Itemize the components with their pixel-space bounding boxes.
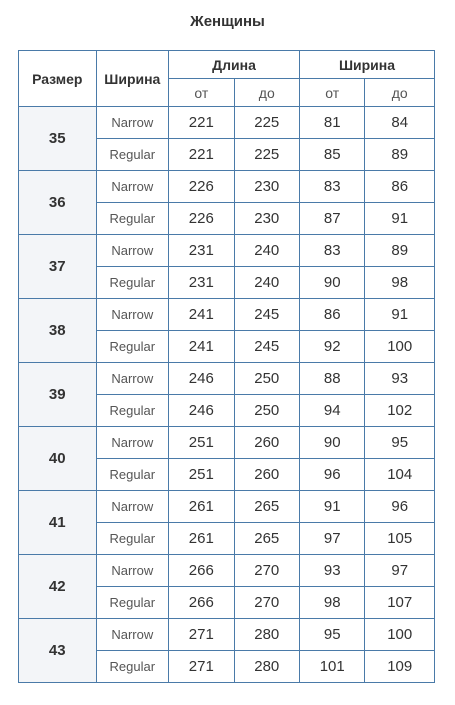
width-type-cell: Regular <box>96 139 169 171</box>
width-from-cell: 90 <box>300 267 365 299</box>
length-from-cell: 241 <box>169 299 234 331</box>
width-to-cell: 100 <box>365 619 435 651</box>
width-to-cell: 100 <box>365 331 435 363</box>
length-to-cell: 230 <box>234 203 299 235</box>
width-from-cell: 83 <box>300 235 365 267</box>
length-from-cell: 261 <box>169 491 234 523</box>
width-to-cell: 98 <box>365 267 435 299</box>
width-to-cell: 89 <box>365 235 435 267</box>
size-cell: 42 <box>19 555 97 619</box>
width-to-cell: 95 <box>365 427 435 459</box>
length-to-cell: 245 <box>234 331 299 363</box>
size-cell: 41 <box>19 491 97 555</box>
length-from-cell: 246 <box>169 363 234 395</box>
width-from-cell: 86 <box>300 299 365 331</box>
size-cell: 36 <box>19 171 97 235</box>
length-to-cell: 265 <box>234 523 299 555</box>
width-from-cell: 81 <box>300 107 365 139</box>
table-row <box>19 107 435 139</box>
width-from-cell: 95 <box>300 619 365 651</box>
table-row <box>19 299 435 331</box>
length-from-cell: 271 <box>169 651 234 683</box>
width-type-cell: Narrow <box>96 491 169 523</box>
width-type-cell: Regular <box>96 523 169 555</box>
header-width: Ширина <box>300 51 435 79</box>
length-from-cell: 271 <box>169 619 234 651</box>
length-from-cell: 261 <box>169 523 234 555</box>
size-cell: 39 <box>19 363 97 427</box>
width-from-cell: 94 <box>300 395 365 427</box>
width-type-cell: Narrow <box>96 555 169 587</box>
length-to-cell: 240 <box>234 267 299 299</box>
width-to-cell: 91 <box>365 203 435 235</box>
table-row <box>19 555 435 587</box>
size-cell: 38 <box>19 299 97 363</box>
length-to-cell: 280 <box>234 651 299 683</box>
length-from-cell: 226 <box>169 171 234 203</box>
width-from-cell: 93 <box>300 555 365 587</box>
width-to-cell: 97 <box>365 555 435 587</box>
length-to-cell: 280 <box>234 619 299 651</box>
length-to-cell: 225 <box>234 107 299 139</box>
width-to-cell: 93 <box>365 363 435 395</box>
width-type-cell: Narrow <box>96 299 169 331</box>
width-from-cell: 83 <box>300 171 365 203</box>
width-type-cell: Regular <box>96 395 169 427</box>
length-to-cell: 245 <box>234 299 299 331</box>
width-to-cell: 91 <box>365 299 435 331</box>
table-row <box>19 619 435 651</box>
width-from-cell: 96 <box>300 459 365 491</box>
length-from-cell: 251 <box>169 427 234 459</box>
width-type-cell: Narrow <box>96 235 169 267</box>
width-to-cell: 96 <box>365 491 435 523</box>
length-to-cell: 250 <box>234 363 299 395</box>
length-to-cell: 240 <box>234 235 299 267</box>
size-chart-table <box>18 50 435 683</box>
table-row <box>19 491 435 523</box>
width-type-cell: Regular <box>96 651 169 683</box>
table-header <box>19 51 435 107</box>
page-title: Женщины <box>190 13 265 30</box>
length-to-cell: 260 <box>234 427 299 459</box>
length-from-cell: 231 <box>169 267 234 299</box>
header-size: Размер <box>19 51 97 107</box>
length-to-cell: 265 <box>234 491 299 523</box>
length-from-cell: 226 <box>169 203 234 235</box>
length-from-cell: 266 <box>169 587 234 619</box>
size-cell: 37 <box>19 235 97 299</box>
header-width-from: от <box>300 79 365 107</box>
width-type-cell: Narrow <box>96 107 169 139</box>
size-cell: 35 <box>19 107 97 171</box>
table-row <box>19 363 435 395</box>
width-to-cell: 86 <box>365 171 435 203</box>
width-from-cell: 87 <box>300 203 365 235</box>
width-from-cell: 85 <box>300 139 365 171</box>
width-from-cell: 92 <box>300 331 365 363</box>
length-to-cell: 270 <box>234 587 299 619</box>
width-type-cell: Regular <box>96 203 169 235</box>
width-to-cell: 102 <box>365 395 435 427</box>
width-from-cell: 98 <box>300 587 365 619</box>
width-type-cell: Narrow <box>96 427 169 459</box>
length-to-cell: 225 <box>234 139 299 171</box>
header-length-to: до <box>234 79 299 107</box>
length-from-cell: 241 <box>169 331 234 363</box>
length-from-cell: 221 <box>169 107 234 139</box>
width-from-cell: 91 <box>300 491 365 523</box>
header-width-type: Ширина <box>96 51 169 107</box>
width-type-cell: Narrow <box>96 619 169 651</box>
width-from-cell: 88 <box>300 363 365 395</box>
table-row <box>19 427 435 459</box>
table-body <box>19 107 435 683</box>
length-from-cell: 221 <box>169 139 234 171</box>
width-type-cell: Regular <box>96 267 169 299</box>
length-from-cell: 246 <box>169 395 234 427</box>
length-to-cell: 250 <box>234 395 299 427</box>
length-from-cell: 266 <box>169 555 234 587</box>
width-from-cell: 101 <box>300 651 365 683</box>
width-to-cell: 107 <box>365 587 435 619</box>
size-cell: 43 <box>19 619 97 683</box>
width-to-cell: 104 <box>365 459 435 491</box>
width-type-cell: Regular <box>96 459 169 491</box>
length-to-cell: 270 <box>234 555 299 587</box>
length-to-cell: 230 <box>234 171 299 203</box>
table-row <box>19 171 435 203</box>
size-cell: 40 <box>19 427 97 491</box>
header-width-to: до <box>365 79 435 107</box>
length-from-cell: 251 <box>169 459 234 491</box>
header-row <box>19 51 435 79</box>
length-to-cell: 260 <box>234 459 299 491</box>
width-to-cell: 84 <box>365 107 435 139</box>
width-type-cell: Regular <box>96 587 169 619</box>
header-length-from: от <box>169 79 234 107</box>
header-length: Длина <box>169 51 300 79</box>
table-row <box>19 235 435 267</box>
width-to-cell: 89 <box>365 139 435 171</box>
width-type-cell: Regular <box>96 331 169 363</box>
width-type-cell: Narrow <box>96 171 169 203</box>
width-to-cell: 109 <box>365 651 435 683</box>
length-from-cell: 231 <box>169 235 234 267</box>
width-to-cell: 105 <box>365 523 435 555</box>
width-from-cell: 90 <box>300 427 365 459</box>
width-type-cell: Narrow <box>96 363 169 395</box>
width-from-cell: 97 <box>300 523 365 555</box>
